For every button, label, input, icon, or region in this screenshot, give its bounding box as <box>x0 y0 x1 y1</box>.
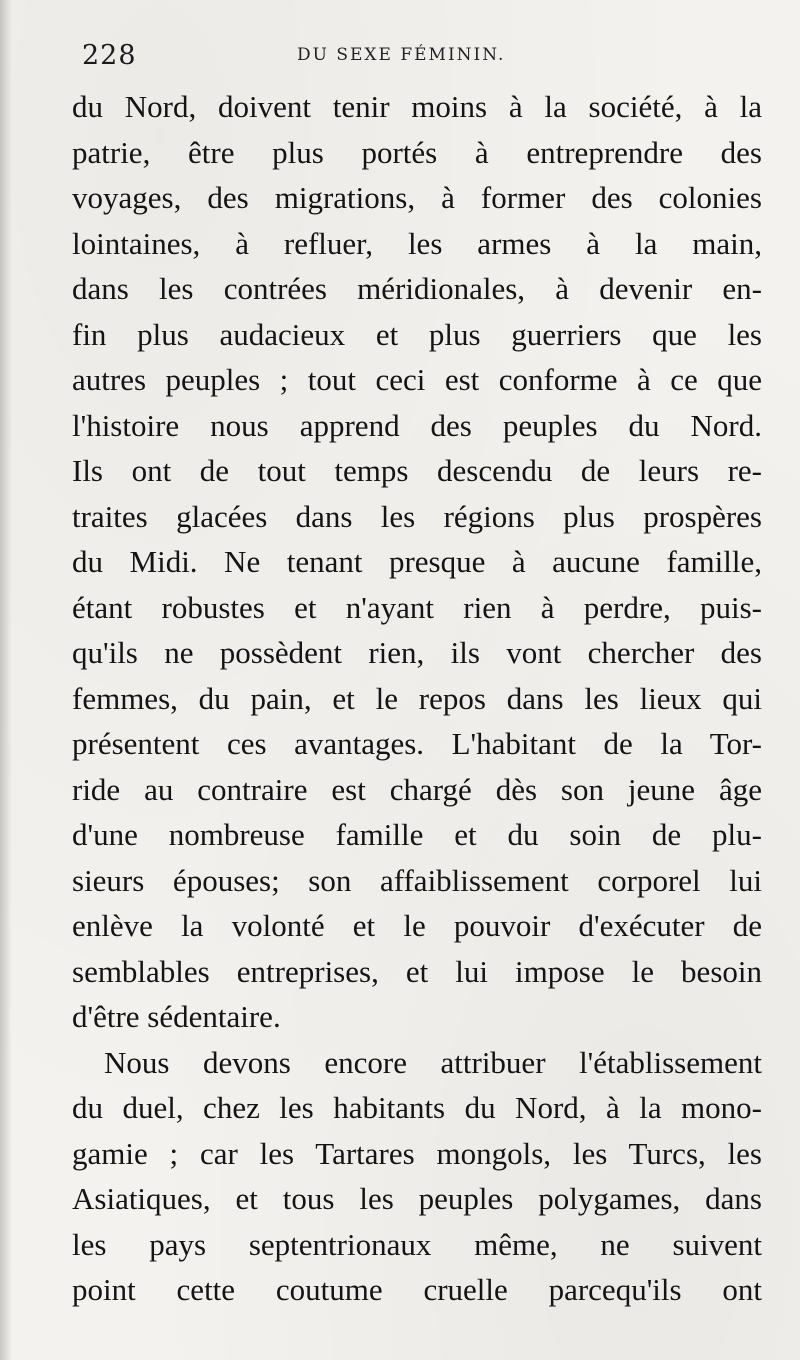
text-line: l'histoire nous apprend des peuples du Nord. <box>72 407 762 443</box>
text-line: autres peuples ; tout ceci est conforme à ce que <box>72 362 762 397</box>
text-line: présentent ces avantages. L'habitant de la Tor- <box>72 726 762 761</box>
page-binding-shadow <box>0 0 12 1360</box>
text-line: semblables entreprises, et lui impose le besoin <box>72 953 762 989</box>
body-text <box>72 84 762 1313</box>
running-head: DU SEXE FÉMININ. <box>297 45 506 65</box>
text-line: patrie, être plus portés à entreprendre des <box>72 134 762 170</box>
text-line: étant robustes et n'ayant rien à perdre, puis- <box>72 589 762 625</box>
text-line: du Midi. Ne tenant presque à aucune famille, <box>72 544 762 579</box>
text-line: du duel, chez les habitants du Nord, à la mono- <box>72 1090 762 1125</box>
text-line: traites glacées dans les régions plus prospères <box>72 498 762 534</box>
text-line: lointaines, à refluer, les armes à la main, <box>72 225 762 261</box>
text-line: d'une nombreuse famille et du soin de plu- <box>72 817 762 852</box>
text-line-paragraph-end: d'être sédentaire. <box>72 999 281 1034</box>
text-line: ride au contraire est chargé dès son jeune âge <box>72 771 762 807</box>
page-number: 228 <box>82 40 137 71</box>
text-line: sieurs épouses; son affaiblissement corporel lui <box>72 862 762 898</box>
text-line: les pays septentrionaux même, ne suivent <box>72 1226 762 1262</box>
text-line: point cette coutume cruelle parcequ'ils ont <box>72 1272 762 1307</box>
text-line: gamie ; car les Tartares mongols, les Turcs, les <box>72 1135 762 1171</box>
text-line: Ils ont de tout temps descendu de leurs re- <box>72 453 762 488</box>
text-line: fin plus audacieux et plus guerriers que les <box>72 316 762 352</box>
text-line: femmes, du pain, et le repos dans les lieux qui <box>72 680 762 716</box>
text-line: qu'ils ne possèdent rien, ils vont chercher des <box>72 635 762 670</box>
text-line: voyages, des migrations, à former des colonies <box>72 180 762 215</box>
text-line-paragraph-start: Nous devons encore attribuer l'établissement <box>104 1044 762 1080</box>
text-line: Asiatiques, et tous les peuples polygames, dans <box>72 1181 762 1216</box>
text-line: dans les contrées méridionales, à devenir en- <box>72 271 762 306</box>
text-line: du Nord, doivent tenir moins à la société, à la <box>72 89 762 124</box>
page-header <box>82 40 762 80</box>
text-line: enlève la volonté et le pouvoir d'exécuter de <box>72 908 762 943</box>
